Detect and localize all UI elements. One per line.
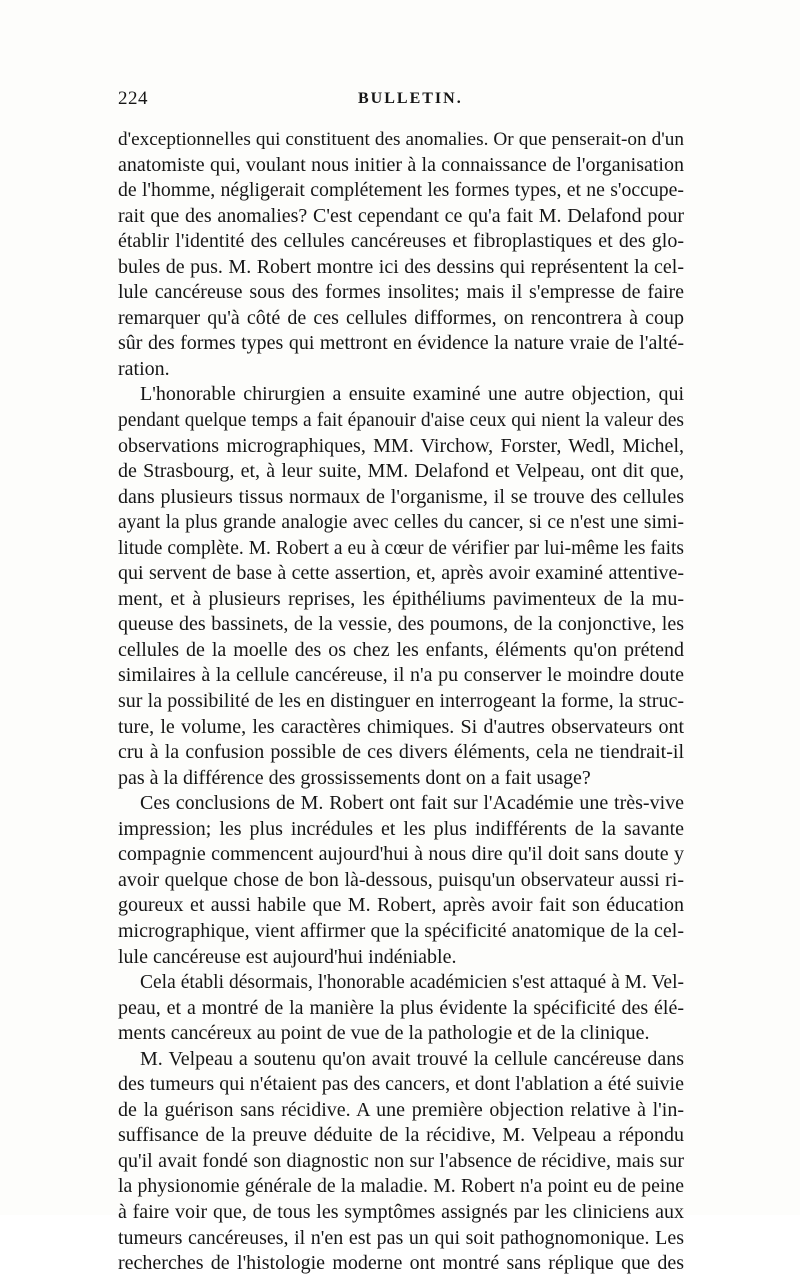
paragraph-start-line: Ces conclusions de M. Robert ont fait sur l'Académie une très-vive: [140, 792, 684, 815]
text-line: tumeurs cancéreuses, il n'en est pas un qui soit pathognomonique. Les: [118, 1226, 684, 1249]
text-line: à faire voir que, de tous les symptômes assignés par les cliniciens aux: [118, 1200, 684, 1223]
text-line: remarquer qu'à côté de ces cellules difformes, on rencontrera à coup: [118, 306, 684, 329]
text-line: de la guérison sans récidive. A une première objection relative à l'in-: [118, 1098, 684, 1121]
text-line: lule cancéreuse sous des formes insolites; mais il s'empresse de faire: [118, 281, 684, 304]
text-line: bules de pus. M. Robert montre ici des dessins qui représentent la cel-: [118, 255, 684, 278]
text-line: rait que des anomalies? C'est cependant ce qu'a fait M. Delafond pour: [118, 204, 684, 227]
running-title: BULLETIN.: [358, 90, 463, 107]
text-line: litude complète. M. Robert a eu à cœur de vérifier par lui-même les faits: [118, 537, 684, 559]
text-line: qui servent de base à cette assertion, et, après avoir examiné attentive-: [118, 562, 684, 585]
text-line: qu'il avait fondé son diagnostic non sur l'absence de récidive, mais sur: [118, 1149, 684, 1172]
text-line: pendant quelque temps a fait épanouir d'aise ceux qui nient la valeur des: [118, 410, 684, 432]
paragraph-start-line: M. Velpeau a soutenu qu'on avait trouvé la cellule cancéreuse dans: [140, 1047, 684, 1070]
paragraph-end-line: ments cancéreux au point de vue de la pathologie et de la clinique.: [118, 1022, 650, 1045]
paragraph-end-line: lule cancéreuse est aujourd'hui indéniable.: [118, 945, 457, 968]
text-line: goureux et aussi habile que M. Robert, après avoir fait son éducation: [118, 894, 684, 917]
paragraph-end-line: ration.: [118, 357, 170, 380]
text-line: sur la possibilité de les en distinguer en interrogeant la forme, la struc-: [118, 690, 684, 713]
text-line: cru à la confusion possible de ces divers éléments, cela ne tiendrait-il: [118, 741, 684, 764]
text-line: suffisance de la preuve déduite de la récidive, M. Velpeau a répondu: [118, 1124, 684, 1147]
text-line: ment, et à plusieurs reprises, les épithéliums pavimenteux de la mu-: [118, 587, 684, 610]
text-line: recherches de l'histologie moderne ont montré sans réplique que des: [118, 1252, 684, 1275]
text-line: des tumeurs qui n'étaient pas des cancers, et dont l'ablation a été suivie: [118, 1073, 684, 1096]
page-number: 224: [118, 88, 148, 109]
body-text: [118, 127, 684, 1277]
text-line: similaires à la cellule cancéreuse, il n'a pu conserver le moindre doute: [118, 664, 684, 687]
text-line: cellules de la moelle des os chez les enfants, éléments qu'on prétend: [118, 638, 684, 661]
text-line: ture, le volume, les caractères chimiques. Si d'autres observateurs ont: [118, 715, 684, 738]
text-line: impression; les plus incrédules et les plus indifférents de la savante: [118, 817, 684, 840]
text-line: ayant la plus grande analogie avec celles du cancer, si ce n'est une simi-: [118, 512, 684, 534]
paragraph-end-line: pas à la différence des grossissements dont on a fait usage?: [118, 766, 591, 789]
text-line: établir l'identité des cellules cancéreuses et fibroplastiques et des glo-: [118, 230, 684, 253]
text-line: la physionomie générale de la maladie. M. Robert n'a point eu de peine: [118, 1175, 684, 1198]
text-line: sûr des formes types qui mettront en évidence la nature vraie de l'alté-: [118, 332, 684, 355]
text-line: de l'homme, négligerait complétement les formes types, et ne s'occupe-: [118, 179, 684, 202]
paragraph-start-line: Cela établi désormais, l'honorable académicien s'est attaqué à M. Vel-: [140, 972, 684, 994]
text-line: anatomiste qui, voulant nous initier à la connaissance de l'organisation: [118, 153, 684, 176]
text-line: de Strasbourg, et, à leur suite, MM. Delafond et Velpeau, ont dit que,: [118, 460, 684, 483]
text-line: observations micrographiques, MM. Virchow, Forster, Wedl, Michel,: [118, 434, 684, 457]
text-line: avoir quelque chose de bon là-dessous, puisqu'un observateur aussi ri-: [118, 868, 684, 891]
text-line: d'exceptionnelles qui constituent des anomalies. Or que penserait-on d'un: [118, 129, 684, 150]
text-line: compagnie commencent aujourd'hui à nous dire qu'il doit sans doute y: [118, 843, 684, 866]
text-line: queuse des bassinets, de la vessie, des poumons, de la conjonctive, les: [118, 613, 684, 636]
paragraph-start-line: L'honorable chirurgien a ensuite examiné une autre objection, qui: [140, 383, 684, 406]
text-line: dans plusieurs tissus normaux de l'organisme, il se trouve des cellules: [118, 485, 684, 508]
text-line: peau, et a montré de la manière la plus évidente la spécificité des élé-: [118, 996, 684, 1019]
text-line: micrographique, vient affirmer que la spécificité anatomique de la cel-: [118, 919, 684, 942]
running-header: [118, 88, 686, 112]
